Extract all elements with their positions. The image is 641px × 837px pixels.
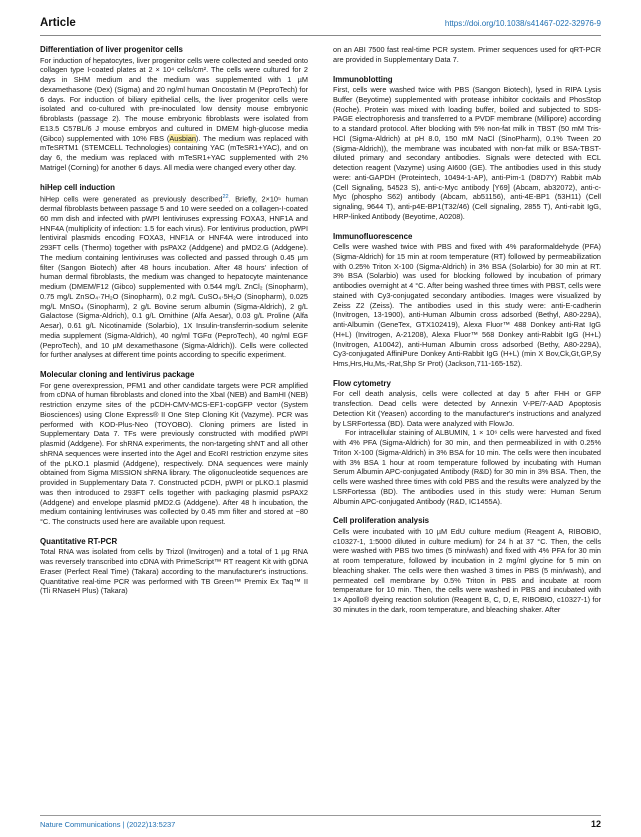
journal-citation: Nature Communications | (2022)13:5237 bbox=[40, 820, 176, 829]
section-heading: Immunoblotting bbox=[333, 74, 393, 84]
left-column bbox=[40, 45, 308, 606]
page-number: 12 bbox=[590, 819, 601, 829]
section-body: on an ABI 7500 fast real-time PCR system. Primer sequences used for qRT-PCR are provided in Supplementary Data 7. bbox=[333, 45, 601, 64]
section-heading: Cell proliferation analysis bbox=[333, 516, 430, 526]
right-column bbox=[333, 45, 601, 625]
header-divider bbox=[40, 35, 601, 36]
section-cell-proliferation bbox=[333, 516, 601, 614]
section-heading: Quantitative RT-PCR bbox=[40, 536, 118, 546]
section-heading: Molecular cloning and lentivirus package bbox=[40, 370, 195, 380]
section-heading: Differentiation of liver progenitor cells bbox=[40, 45, 183, 54]
body-text: ). The medium was replaced with mTeSRTM1 (STEMCELL Technologies) containing YAC (mTeSR1+YAC), and on day 6, the medium was replaced with mTeSR1+YAC supplemented with 2% Matrigel (Corning) for another 6 days. All media were changed every other day. bbox=[40, 133, 308, 172]
page-header bbox=[40, 15, 601, 35]
section-body: Cells were incubated with 10 µM EdU culture medium (Reagent A, RIBOBIO, c10327-1, 1:5000 diluted in culture medium) for 24 h at 37 °C. Then, the cells were washed with PBS two times (5 min/wash) and fixed with 4% PFA for 30 min at room temperature, followed by incubation in 2 mg/ml glycine for 5 min on bleaching shaker. The cells were then washed 3 times in PBS (5 min/wash), and permeated cell membrane by 0.5% Triton in PBS and incubate at room temperature for 10 min. Then, the cells were washed in PBS and incubated with 1× Apollo® dyeing reaction solution (Reagent B, C, D, E, RIBOBIO, c10327-1) for 30 minutes in the dark, room temperature, and bleaching shaker. After bbox=[333, 526, 601, 614]
footer-divider bbox=[40, 815, 601, 816]
section-heading: Flow cytometry bbox=[333, 378, 391, 388]
section-cloning bbox=[40, 370, 308, 527]
section-body: Total RNA was isolated from cells by Trizol (Invitrogen) and a total of 1 µg RNA was reversely transcribed into cDNA with PrimeScript™ RT reagent Kit with gDNA Eraser (Perfect Real Time) (Takara) according to the manufacturer's instructions. Quantitative real-time PCR was performed with TB Green™ Premix Ex Taq™ II (Tli RNaseH Plus) (Takara) bbox=[40, 547, 308, 596]
section-flow-cytometry bbox=[333, 379, 601, 507]
section-body: For gene overexpression, PFM1 and other candidate targets were PCR amplified from cDNA of human fibroblasts and cloned into the XbaI (NEB) and BamHI (NEB) restriction enzyme sites of the pCDH-CMV-MCS-EF1-copGFP vector (System Biosciences) using Clone Express® II One Step Cloning Kit (Vazyme). PCR was performed with KOD-Plus-Neo (TOYOBO). Cloning primers are listed in Supplementary Data 7. TFs were previously constructed with modified pWPI plasmid (Addgene). For shRNA experiments, the non-targeting shNT and all other shRNA sequences were inserted into the AgeI and EcoRI restriction enzyme sites of the pLKO.1 plasmid (Addgene), respectively. DNA sequences were mainly obtained from Sigma MISSION shRNA library. The oligonucleotide sequences are provided in Supplementary Data 7. Constructed pCDH, pWPI or pLKO.1 plasmid was then introduced to 293FT cells together with packaging plasmid psPAX2 (Addgene) and envelope plasmid pMD2.G (Addgene). After 48 h incubation, the medium containing lentiviruses was collected by 0.45 mm filter and stored at −80 °C. The constructs used here are available upon request. bbox=[40, 380, 308, 527]
section-immunoblotting bbox=[333, 75, 601, 222]
section-qpcr-continued bbox=[333, 45, 601, 65]
body-text: hiHep cells were generated as previously described bbox=[40, 194, 223, 204]
body-text: . Briefly, 2×10⁵ human dermal fibroblasts between passage 5 and 10 were seeded on a collagen-I-coated 60 mm dish and infected with pWPI lentiviruses expressing FOXA3, HNF1A and HNF4A (multiplicity of infection: 1.5 for each virus). For lentivirus production, pWPI lentiviral plasmids encoding FOXA3, HNF1A or HNF4A were introduced into 293FT cells (Thermo) together with psPAX2 (Addgene) and pMD2.G (Addgene). The medium containing lentiviruses was collected and passed through 0.45 µm filter (Sangon Biotech) after 48 hours incubation. After 48 hours' infection of human dermal fibroblasts, the medium was changed to hepatocyte maintenance medium (DMEM/F12 (Gibco) supplemented with 0.544 mg/L ZnCl₂ (Sinopharm), 0.75 mg/L ZnSO₄·7H₂O (Sinopharm), 0.2 mg/L CuSO₄·5H₂O (Sinopharm), 0.025 mg/L MnSO₄ (Sinopharm), 2 g/L Bovine serum albumin (Sigma-Aldrich), 2 g/L Galactose (Sigma-Aldrich), 0.1 g/L Ornithine (Alfa Aesar), 0.03 g/L Proline (Alfa Aesar), 0.61 g/L Nicotinamide (Solarbio), 1X Insulin-transferrin-sodium selenite media supplement (Sigma-Aldrich), 40 ng/ml TGFα (PeproTech), 40 ng/ml EGF (PeproTech), and 10 µM dexamethasone (Sigma-Aldrich)). Cells were collected for further analyses at different time points according to specific experiment. bbox=[40, 194, 308, 360]
reference-link[interactable]: 22 bbox=[222, 194, 229, 200]
section-immunofluorescence bbox=[333, 232, 601, 369]
section-body: For cell death analysis, cells were collected at day 5 after FHH or GFP transfection. Dead cells were detected by Annexin V-PE/7-AAD Apoptosis Detection Kit (Yeasen) according to the manufacturer's instructions and analyzed by LSRFortessa (BD). Data were analyzed with FlowJo. bbox=[333, 389, 601, 428]
article-label: Article bbox=[40, 17, 76, 29]
section-qpcr bbox=[40, 537, 308, 596]
section-differentiation bbox=[40, 45, 308, 173]
section-heading: Immunofluorescence bbox=[333, 231, 413, 241]
section-body bbox=[40, 193, 308, 360]
section-heading: hiHep cell induction bbox=[40, 182, 115, 192]
section-body: Cells were washed twice with PBS and fixed with 4% paraformaldehyde (PFA) (Sigma-Aldrich) for 15 min at room temperature (RT) followed by permeabilization with 0.25% Triton X-100 (Sigma-Aldrich) in 3% BSA (Solarbio) for 30 min at RT. 3% BSA (Solarbio) was used for blocking followed by incubation of primary antibodies overnight at 4 °C. After being washed three times with PBST, cells were stained with Cy3-conjugated secondary antibodies. Images were visualized by Zeiss Z2 (Zeiss). The antibodies used in this study were: anti-E-cadherin (Invitrogen, 13-1900), anti-Human Albumin cross adsorbed (Bethyl, A80-229A), anti-Albumin (GeneTex, GTX102419), Alexa Fluor™ 488 Donkey anti-Rat IgG (H+L) (Invitrogen, A-21208), Alexa Fluor™ 568 Donkey anti-Rabbit IgG (H+L) (Invitrogen, A10042), anti-Human Albumin cross adsorbed (Bethy, A80-229A), Cy3-conjugated AffiniPure Donkey Anti-Rabbit IgG (H+L) (min X Bov,Ck,Gt,GP,Sy Hms,Hrs,Hu,Ms,-Rat,Shp Sr Prot) (Jackson,711-165-152). bbox=[333, 242, 601, 368]
section-hihep bbox=[40, 183, 308, 361]
body-text: For induction of hepatocytes, liver progenitor cells were collected and seeded onto collagen type I-coated plates at 2 × 10⁴ cells/cm². The cells were cultured for 2 days in SHM medium and the medium was supplemented with 1 µM dexamethasone (Dex) (Sigma) and 20 ng/ml human Oncostatin M (PeproTech) for 6 days. For induction of biliary epithelial cells, the liver progenitor cells were isolated and co-cultured with pre-inoculated low density mouse embryonic fibroblasts (passage 2). The mouse embryonic fibroblasts were isolated from E13.5 C57BL/6 J mouse embryos and cultured in DMEM high-glucose media (Gibco) supplemented with 10% FBS ( bbox=[40, 55, 308, 143]
section-body: For intracellular staining of ALBUMIN, 1 × 10⁶ cells were harvested and fixed with 4% PFA (Sigma-Aldrich) for 30 min, and then permeabilized in with 0.25% Triton X-100 (Sigma-Aldrich) in 3% BSA for 10 min. The cells were then incubated with 3% BSA 1 hour at room temperature followed by incubating with Human Serum Albumin APC-conjugated Antibody (R&D) for 30 min in 3% BSA. Then, the cells were washed three times with cold PBS and the results were analyzed by the LSRFortessa (BD). The antibodies used in this study were: Human Serum Albumin APC-conjugated Antibody (R&D, IC1455A). bbox=[333, 428, 601, 506]
highlighted-text: Ausbian bbox=[169, 133, 196, 143]
section-body: First, cells were washed twice with PBS (Sangon Biotech), lysed in RIPA Lysis Buffer (Beyotime) supplemented with protease inhibitor cocktails and PhosStop (Roche). Protein was mixed with loading buffer, boiled and subjected to SDS-PAGE electrophoresis and transferred to a PVDF membrane (Millipore) according to a standard protocol. After blocking with 5% non-fat milk in TBST (50 mM Tris-HCl (Sigma-Aldrich) at pH 8.0, 150 mM NaCl (SinoPharm), 0.1% Tween 20 (Sigma-Aldrich)), the membrane was incubated with non-fat milk or BSA-TBST-diluted primary and secondary antibodies. Signals were detected with ECL detection reagent (Vazyme) using AI600 (GE). The antibodies used in this study were: anti-GAPDH (Proteintech, 10494-1-AP), anti-Pim-1 (D8D7Y) Rabbit mAb (Cell Signaling, 54523 S), anti-c-Myc antibody [Y69] (Abcam, ab32072), anti-c-Myc (phospho S62) antibody (Abcam, ab51156), anti-4E-BP1 (53H11) (Cell signaling, 9644 T), anti-p4E-BP1(T32/46) (Cell signaling, 2855 T), Anti-rabit IgG, HRP-linked Antibody (Beyotime, A0208). bbox=[333, 85, 601, 221]
section-body bbox=[40, 56, 308, 173]
doi-link[interactable]: https://doi.org/10.1038/s41467-022-32976-9 bbox=[444, 19, 601, 28]
